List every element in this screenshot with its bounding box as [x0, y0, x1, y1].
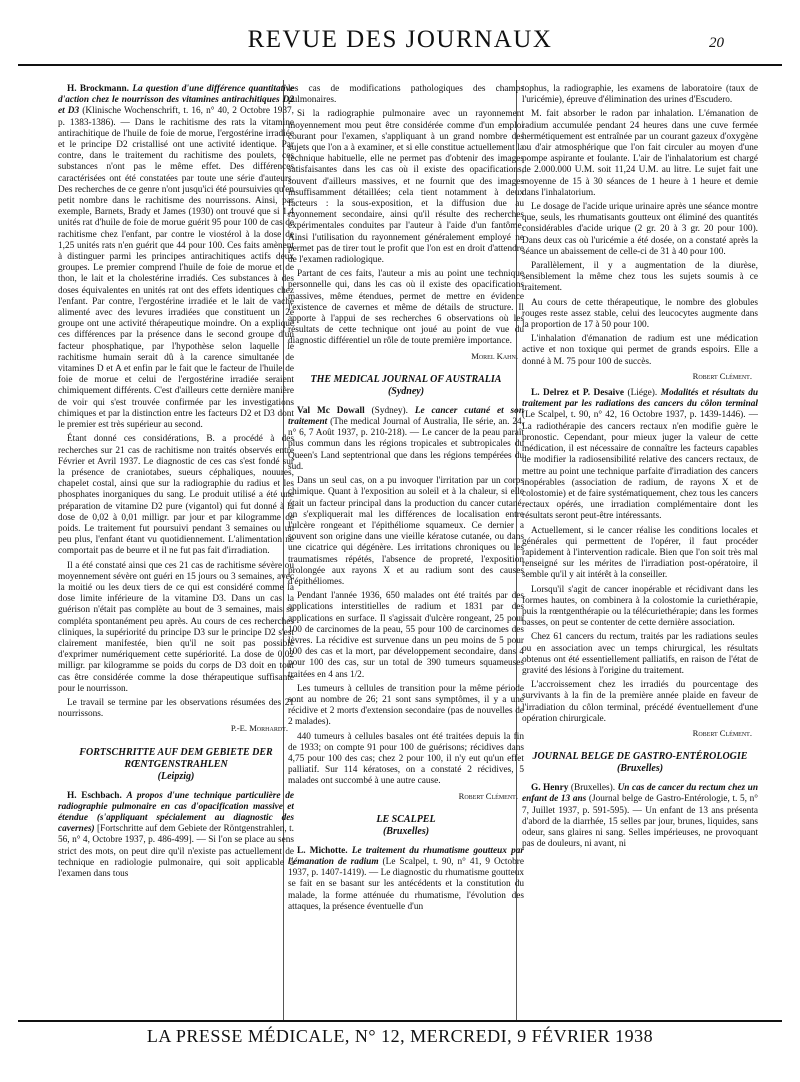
paragraph: 440 tumeurs à cellules basales ont été traitées depuis la fin de 1933; on compte 91 pour 100 de guérisons; récidives dans 4,75 pour 100 des cas; chez 2 pour 100, il n'y eut qu'un effet palliatif. Sur 114 kératoses, on a constaté 2 récidives, 5 malades ont succombé à une autre cause.	[288, 731, 524, 787]
article-delrez-desaive	[522, 388, 758, 522]
paragraph: Étant donné ces considérations, B. a procédé à des recherches sur 21 cas de rachitisme non traités observés entre Février et Avril 1937. Le diagnostic de ces cas s'est fondé sur la présence de craniotabes, sueurs céphaliques, nouures, chapelet costal, ainsi que sur la radiographie du radius et les phosphates inorganiques du sang. Le produit utilisé a été une préparation de vitamine D2 pure (vigantol) qui fut donné à la dose de 0,02 à 0,01 milligr. par jour et par kilogramme de poids. Le traitement fut poursuivi pendant 3 semaines ou un peu plus, l'enfant étant vu quotidiennement. L'alimentation ne comportait pas de beurre et il ne fut pas fait d'irradiation.	[58, 434, 294, 557]
page-number: 20	[709, 35, 724, 51]
article-title: Le cancer cutané et son traitement	[288, 405, 524, 428]
article-author: L. Michotte.	[297, 845, 348, 856]
paragraph: Lorsqu'il s'agit de cancer inopérable et récidivant dans les formes hautes, on combinera à la colostomie la curiethérapie, puis la rœntgenthérapie ou la télécuriethérapie; dans les formes basses, on peut se contenter de cette dernière association.	[522, 584, 758, 629]
paragraph: Pendant l'année 1936, 650 malades ont été traités par des applications interstitielles de radium et 1831 par des applications en surface. Il s'agissait d'ulcère rongeant, 25 pour 100 de carcinomes de la peau, 55 pour 100 de carcinomes des lèvres. La récidive est survenue dans un peu moins de 5 pour 100 des cas et la mort, par développement secondaire, dans 4 pour 100 des cas, sur un total de 390 tumeurs squameuses traitées en 4 ans 1/2.	[288, 591, 524, 680]
article-text: (Le Scalpel, t. 90, n° 41, 9 Octobre 1937, p. 1407-1419). — Le diagnostic du rhumatisme goutteux se fait en se basant sur les antécédents et la constitution du malade, la forme atténuée du rhumatisme, l'évolution des attaques, la présence éventuelle d'un	[288, 856, 524, 912]
paragraph: tophus, la radiographie, les examens de laboratoire (taux de l'uricémie), épreuve d'élimination des urines d'Escudero.	[522, 84, 758, 106]
article-michotte	[288, 846, 524, 913]
article-author: Val Mc Dowall	[297, 405, 365, 416]
paragraph: Si la radiographie pulmonaire avec un rayonnement moyennement mou peut être considérée comme d'un emploi courant pour l'examen, s'appliquant à un grand nombre des sujets que l'on a à examiner, et si elle constitue actuellement la technique habituelle, elle ne permet pas d'obtenir des images satisfaisantes dans les cas où il existe des opacifications, souvent d'ailleurs massives, et ne fournit que des images insuffisamment détaillées; cela tient notamment à deux facteurs : la sous-exposition, et la diffusion due au rayonnement secondaire, ainsi qu'il résulte des recherches expérimentales conduites par l'auteur à l'aide d'un fantôme. Ainsi l'utilisation du rayonnement généralement employé ne permet pas de tirer tout le profit que l'on est en droit d'attendre de l'examen radiologique.	[288, 109, 524, 266]
paragraph: Parallèlement, il y a augmentation de la diurèse, sensiblement la même chez tous les sujets soumis à ce traitement.	[522, 261, 758, 294]
article-text: (Journal belge de Gastro-Entérologie, t. 5, n° 7, Juillet 1937, p. 591-595). — Un enfant de 13 ans présenta d'abord de la diarrhée, 15 selles par jour, brunes, liquides, sans odeur, sans glaires ni sang. Selles impérieuses, ne provoquant pas de douleurs, ni avant, ni	[522, 794, 758, 850]
column-2	[288, 84, 524, 1014]
signature: Robert Clément.	[692, 370, 752, 381]
article-title: A propos d'une technique particulière de radiographie pulmonaire en cas d'opacification massive et étendue (s'appliquant spécialement au diagnostic des cavernes)	[58, 790, 294, 835]
paragraph: Le travail se termine par les observations résumées des 21 nourrissons.	[58, 697, 294, 720]
article-text: [Fortschritte auf dem Gebiete der Röntgenstrahlen, t. 56, n° 4, Octobre 1937, p. 486-499]. — Si l'on se place au sens strict des mots, on peut dire qu'il n'existe pas actuellement de technique en radiologie pulmonaire, qui soit applicable à l'examen dans tous	[58, 824, 294, 879]
column-3	[522, 84, 758, 1014]
article-author: G. Henry	[531, 783, 569, 794]
article-city: (Liége).	[627, 388, 658, 399]
signature: Morel Kahn.	[471, 350, 518, 361]
article-text: (The medical Journal of Australia, IIe série, an. 24, n° 6, 7 Août 1937, p. 210-218). — Le cancer de la peau paraît plus commun dans les régions tropicales et subtropicales du Queen's Land septentrional que dans les régions tempérées du sud.	[288, 417, 524, 472]
article-henry	[522, 783, 758, 850]
section-title: JOURNAL BELGE DE GASTRO-ENTÉROLOGIE	[532, 751, 748, 763]
paragraph: Les tumeurs à cellules de transition pour la même période sont au nombre de 26; 21 sont sans symptômes, il y a une récidive et 2 morts d'extension secondaire (pas de nouvelles de 2 malades).	[288, 683, 524, 728]
paragraph: Au cours de cette thérapeutique, le nombre des globules rouges reste assez stable, celui des leucocytes augmente dans la proportion de 17 à 50 pour 100.	[522, 297, 758, 331]
article-mcdowall	[288, 406, 524, 473]
column-1	[58, 84, 294, 1014]
signature: P.-E. Morhardt.	[230, 723, 288, 734]
article-title: Un cas de cancer du rectum chez un enfant de 13 ans	[522, 783, 758, 805]
article-brockmann	[58, 84, 294, 431]
section-title: FORTSCHRITTE AUF DEM GEBIETE DER RŒNTGENSTRAHLEN	[79, 746, 273, 770]
paragraph: M. fait absorber le radon par inhalation. L'émanation de radium accumulée pendant 24 heures dans une cuve fermée hermétiquement est entraînée par un courant gazeux d'oxygène ou d'air atmosphérique que l'on fait circuler au moyen d'une pompe aspirante et foulante. L'air de l'inhalatorium est chargé de 2.000.000 U.M. soit 11,24 U.M. au litre. Le sujet fait une moyenne de 15 à 30 séances de 1 heure à 1 heure et demie dans l'inhalatorium.	[522, 109, 758, 198]
article-title: Modalités et résultats du traitement par les radiations des cancers du côlon terminal	[522, 388, 758, 410]
article-title: La question d'une différence quantitative d'action chez le nourrisson des vitamines antirachitiques D2 et D3	[58, 84, 294, 117]
paragraph: Le dosage de l'acide urique urinaire après une séance montre que, seuls, les rhumatisants goutteux ont éliminé des quantités considérables d'acide urique (2 gr. 20 à 3 gr. 20 pour 100). Dans deux cas où l'uricémie a été dosée, on a constaté après la séance un abaissement de celle-ci de 31 à 40 pour 100.	[522, 202, 758, 257]
signature: Robert Clément.	[692, 727, 752, 738]
section-place: (Bruxelles)	[616, 763, 664, 775]
article-text: (Le Scalpel, t. 90, n° 42, 16 Octobre 1937, p. 1439-1446). — La radiothérapie des cancers rectaux n'en modifie guère le pronostic. Cependant, pour mieux juger la valeur de cette médication, il est nécessaire de connaître les facteurs capables de modifier la radiosensibilité relative des cancers rectaux, de mettre au point une technique parfaite d'irradiation des cancers inopérables (association de radium, de rayons X et de colostomie) et de faire systématiquement, chez tous les cancers rectaux opérés, une irradiation complémentaire dont les résultats seront peut-être intéressants.	[522, 410, 758, 522]
section-title: LE SCALPEL	[376, 813, 436, 825]
page-title: REVUE DES JOURNAUX	[247, 26, 553, 53]
paragraph: Chez 61 cancers du rectum, traités par les radiations seules ou en association avec un temps chirurgical, les résultats obtenus ont été essentiellement palliatifs, en raison de l'état de gravité des lésions à l'origine du traitement.	[522, 632, 758, 676]
article-text: (Klinische Wochenschrift, t. 16, n° 40, 2 Octobre 1937, p. 1383-1386). — Dans le rachitisme des rats la vitamine antirachitique de l'huile de foie de morue, l'ergostérine irradiée et le principe D2 cristallisé ont une activité identique. Par contre, dans le traitement du rachitisme des poulets, ces substances n'ont pas le même effet. Des différences caractérisées ont été constatées par toute une série d'auteurs. Des recherches de ce genre n'ont jusqu'ici été poursuivies qu'en petit nombre dans le rachitisme des nourrissons. Ainsi, par exemple, Barnets, Brady et James (1930) ont trouvé que si 1,4 unités rat d'huile de foie de morue guérit 95 pour 100 de cas de rachitisme chez l'enfant, par contre le viostérol à la dose de 1,25 unités rats n'en guérit que 44 pour 100. Ces faits amènent à distinguer parmi les principes antirachitiques actifs deux groupes. Le premier comprend l'huile de foie de morue et de thon, le lait et la cholestérine irradiés. Ces substances à des doses équivalentes en unités rat ont des effets identiques chez l'enfant. Par contre, l'ergostérine irradiée et le lait de vache alimenté avec des levures irradiées que constituent un 2e groupe ont une activité thérapeutique moindre. On a expliqué ces différences par la présence dans le second groupe d'un facteur phosphatique, par l'hypothèse selon laquelle le rachitisme humain serait dû à la carence simultanée de vitamines D et A et enfin par le fait que le facteur de l'huile de foie de morue et celui de l'ergostérine irradiée seraient chimiquement différents. C'est d'ailleurs cette dernière manière de voir qui s'est trouvée confirmée par les investigations chimiques et par la distinction entre les facteurs D2 et D3 dont le premier est très supérieur au second.	[58, 106, 294, 431]
article-city: (Sydney).	[371, 405, 408, 416]
paragraph: L'inhalation d'émanation de radium est une médication active et non toxique qui permet de grands espoirs. Elle a donné à M. 75 pour 100 de succès.	[522, 334, 758, 367]
paragraph: Dans un seul cas, on a pu invoquer l'irritation par un corps chimique. Quant à l'exposition au soleil et à la chaleur, si elle était un facteur principal dans la production du cancer cutané, on s'expliquerait mal les différences de localisation entre l'ulcère rongeant et l'épithéliome squameux. Ce dernier a souvent son origine dans une vieille kératose cutanée, ou dans une cicatrice qui dégénère. Les irritations chroniques ou les traumatismes répétés, l'absence de propreté, l'exposition prolongée aux rayons X et au radium sont des causes d'épithéliomes.	[288, 476, 524, 587]
section-title: THE MEDICAL JOURNAL OF AUSTRALIA	[310, 373, 502, 385]
paragraph: L'accroissement chez les irradiés du pourcentage des survivants à la fin de la première année plaide en faveur de l'irradiation du côlon terminal, précédé éventuellement d'une opération chirurgicale.	[522, 680, 758, 724]
article-title: Le traitement du rhumatisme goutteux par l'émanation de radium	[288, 845, 524, 867]
section-place: (Bruxelles)	[382, 825, 430, 837]
article-eschbach	[58, 791, 294, 881]
footer-rule	[18, 1020, 782, 1022]
paragraph: Il a été constaté ainsi que ces 21 cas de rachitisme sévère ou moyennement sévère ont guéri en 15 jours ou 3 semaines, avec la moitié ou les deux tiers de ce qui est considéré comme la dose limite inférieure de la vitamine D3. Dans un cas la guérison n'était pas complète au bout de 3 semaines, mais se compléta spontanément peu après. Au cours de ces recherches cliniques, la supériorité du principe D3 sur le principe D2 s'est clairement manifestée, bien qu'il ne soit pas possible d'exprimer numériquement cette supériorité. La dose de 0,02 milligr. par kilogramme se poids du corps de D3 doit en tout cas être considérée comme la dose thérapeutique suffisante pour le nourrisson.	[58, 560, 294, 694]
article-city: (Bruxelles).	[570, 783, 616, 794]
section-place: (Leipzig)	[157, 770, 195, 782]
article-author: L. Delrez et P. Desaive	[531, 388, 625, 399]
paragraph: les cas de modifications pathologiques des champs pulmonaires.	[288, 84, 524, 106]
masthead	[18, 26, 782, 66]
article-author: H. Brockmann.	[67, 84, 130, 94]
paragraph: Partant de ces faits, l'auteur a mis au point une technique personnelle qui, dans les cas où il existe des opacifications massives, même étendues, permet de mettre en évidence l'existence de cavernes et même de détails de structure. Il apporte à l'appui de ses recherches 6 observations où les résultats de cette technique ont joué au point de vue du diagnostic différentiel un rôle de toute première importance.	[288, 269, 524, 347]
header-rule	[18, 64, 782, 66]
article-author: H. Eschbach.	[67, 790, 122, 801]
paragraph: Actuellement, si le cancer réalise les conditions locales et générales qui permettent de l'opérer, il faut procéder rapidement à l'intervention radicale. Bien que l'on soit très mal renseigné sur les mérites de l'irradiation post-opératoire, il semble qu'il y ait intérêt à la conseiller.	[522, 525, 758, 581]
signature: Robert Clément.	[458, 790, 518, 801]
page-footer: LA PRESSE MÉDICALE, N° 12, MERCREDI, 9 FÉVRIER 1938	[146, 1026, 654, 1046]
section-place: (Sydney)	[387, 385, 425, 397]
